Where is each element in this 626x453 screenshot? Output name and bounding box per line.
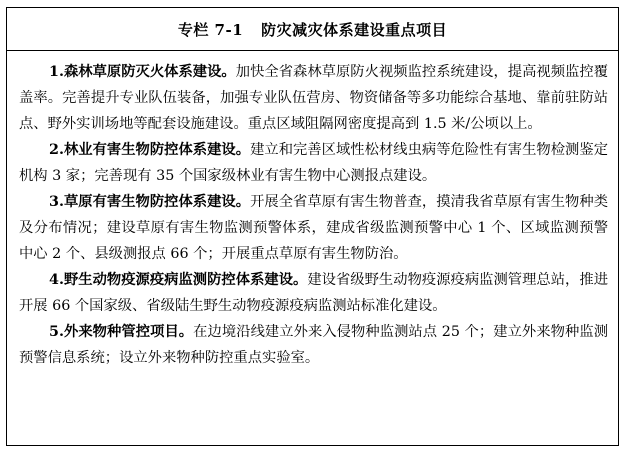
project-box bbox=[6, 7, 619, 446]
item-heading: 4.野生动物疫源疫病监测防控体系建设。 bbox=[49, 272, 308, 288]
item-heading: 5.外来物种管控项目。 bbox=[49, 324, 194, 340]
item-grassland-pest bbox=[19, 189, 608, 267]
item-text: 建设省级野生动物疫源疫病监测管理总站，推进开展 66 个国家级、省级陆生野生动物疫源疫病监测站标准化建设。 bbox=[19, 272, 608, 314]
item-text: 在边境沿线建立外来入侵物种监测站点 25 个；建立外来物种监测预警信息系统；设立外来物种防控重点实验室。 bbox=[19, 324, 608, 366]
item-text: 建立和完善区域性松材线虫病等危险性有害生物检测鉴定机构 3 家；完善现有 35 个国家级林业有害生物中心测报点建设。 bbox=[19, 142, 608, 184]
item-heading: 3.草原有害生物防控体系建设。 bbox=[49, 194, 251, 210]
item-forest-pest bbox=[19, 137, 608, 189]
item-text: 开展全省草原有害生物普查，摸清我省草原有害生物种类及分布情况；建设草原有害生物监测预警体系，建成省级监测预警中心 1 个、区域监测预警中心 2 个、县级测报点 66 个；开展重点草原有害生物防治。 bbox=[19, 194, 608, 262]
title-text: 防灾减灾体系建设重点项目 bbox=[261, 20, 448, 39]
box-title bbox=[7, 8, 618, 51]
item-heading: 2.林业有害生物防控体系建设。 bbox=[49, 142, 251, 158]
item-wildlife-disease bbox=[19, 267, 608, 319]
item-text: 加快全省森林草原防火视频监控系统建设，提高视频监控覆盖率。完善提升专业队伍装备，加强专业队伍营房、物资储备等多功能综合基地、靠前驻防站点、野外实训场地等配套设施建设。重点区域阻隔网密度提高到 1.5 米/公顷以上。 bbox=[19, 64, 608, 132]
box-content bbox=[7, 51, 618, 371]
item-invasive-species bbox=[19, 319, 608, 371]
item-forest-fire bbox=[19, 59, 608, 137]
item-heading: 1.森林草原防灭火体系建设。 bbox=[49, 64, 236, 80]
title-number: 专栏 7-1 bbox=[177, 20, 244, 39]
